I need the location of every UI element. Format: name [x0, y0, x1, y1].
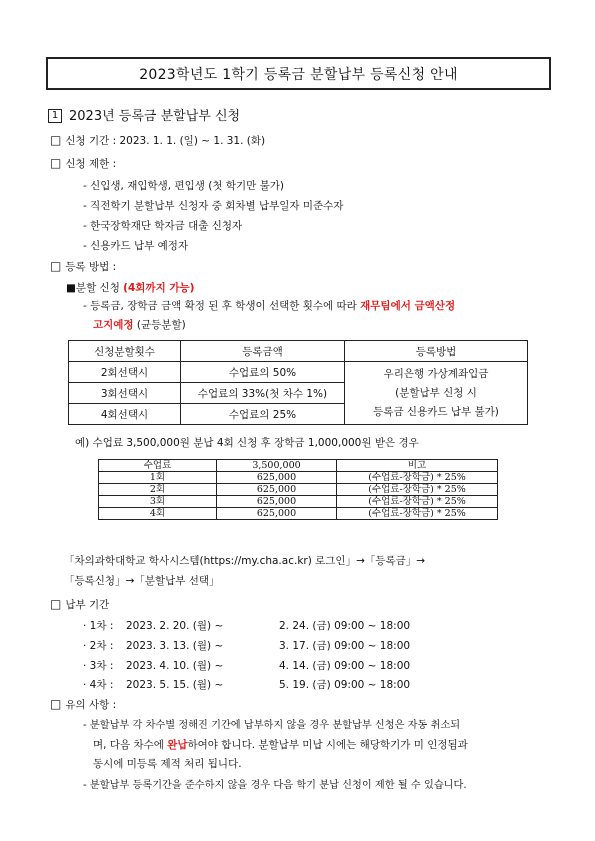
table-cell: (수업료-장학금) * 25% [337, 508, 498, 520]
section-heading [48, 105, 240, 124]
table-cell: (수업료-장학금) * 25% [337, 496, 498, 508]
checkbox-bullet-icon: □ [50, 259, 62, 273]
table-header-row [69, 341, 528, 362]
table-row [99, 484, 498, 496]
notes-heading-text: 유의 사항 : [65, 699, 117, 711]
table-header-cell: 등록방법 [345, 341, 528, 362]
example-text: 예) 수업료 3,500,000원 분납 4회 신청 후 장학금 1,000,000원 받은 경우 [75, 437, 419, 449]
restriction-item: - 한국장학재단 학자금 대출 신청자 [83, 220, 243, 232]
payment-row-label: · 3차 : [83, 660, 114, 672]
payment-row-label: · 1차 : [83, 620, 114, 632]
table-row [99, 508, 498, 520]
navigation-path-line2: 「등록신청」→「분할납부 선택」 [64, 575, 220, 587]
payment-row-from: 2023. 2. 20. (월) ~ [126, 620, 224, 632]
table-cell: 3회선택시 [69, 383, 181, 404]
method-subheading [66, 280, 194, 295]
period-line [50, 133, 265, 148]
example-table [98, 459, 498, 520]
table-cell: 2회 [99, 484, 217, 496]
payment-row [83, 658, 113, 673]
table-cell: 4회선택시 [69, 404, 181, 425]
table-header-cell: 수업료 [99, 460, 217, 472]
table-cell: 수업료의 50% [181, 362, 345, 383]
method-desc-highlight: 재무팀에서 금액산정 [360, 300, 456, 312]
restriction-heading-text: 신청 제한 : [65, 158, 117, 170]
payment-row-to: 4. 14. (금) 09:00 ~ 18:00 [279, 660, 411, 672]
table-header-cell: 등록금액 [181, 341, 345, 362]
notes-line2 [93, 737, 468, 752]
method-desc-line1 [83, 298, 455, 313]
period-text: 신청 기간 : 2023. 1. 1. (일) ~ 1. 31. (화) [65, 135, 266, 147]
payment-row [83, 618, 113, 633]
filled-square-bullet-icon: ■ [66, 282, 76, 294]
table-cell: (수업료-장학금) * 25% [337, 484, 498, 496]
table-cell: 수업료의 25% [181, 404, 345, 425]
table-cell: 1회 [99, 472, 217, 484]
payment-row-to: 2. 24. (금) 09:00 ~ 18:00 [279, 620, 411, 632]
method-desc-text: - 등록금, 장학금 금액 확정 된 후 학생이 선택한 횟수에 따라 [83, 300, 361, 312]
payment-row [83, 677, 113, 692]
table-row [99, 496, 498, 508]
table-header-cell: 3,500,000 [217, 460, 337, 472]
method-desc-text: (균등분할) [133, 319, 186, 331]
payment-heading [50, 597, 109, 612]
payment-row-to: 5. 19. (금) 09:00 ~ 18:00 [279, 679, 411, 691]
method-cell-line: (분할납부 신청 시 [395, 386, 477, 399]
payment-heading-text: 납부 기간 [65, 599, 110, 611]
page-title: 2023학년도 1학기 등록금 분할납부 등록신청 안내 [139, 66, 458, 83]
table-cell: 2회선택시 [69, 362, 181, 383]
payment-row-from: 2023. 5. 15. (월) ~ [126, 679, 224, 691]
method-desc-highlight: 고지예정 [93, 319, 134, 331]
notes-text: 며, 다음 차수에 [93, 739, 168, 751]
table-header-cell: 신청분할횟수 [69, 341, 181, 362]
table-cell: 625,000 [217, 496, 337, 508]
notes-line4: - 분할납부 등록기간을 준수하지 않을 경우 다음 학기 분납 신청이 제한 될 수 있습니다. [83, 780, 467, 791]
table-cell: 625,000 [217, 484, 337, 496]
notes-heading [50, 697, 116, 712]
checkbox-bullet-icon: □ [50, 133, 62, 147]
method-subheading-highlight: (4회까지 가능) [123, 282, 195, 294]
checkbox-bullet-icon: □ [50, 697, 62, 711]
table-cell: 625,000 [217, 508, 337, 520]
section-title: 2023년 등록금 분할납부 신청 [69, 109, 241, 124]
checkbox-bullet-icon: □ [50, 597, 62, 611]
section-number-box: 1 [48, 109, 62, 123]
method-heading [50, 259, 116, 274]
method-subheading-text: 분할 신청 [75, 282, 124, 294]
payment-row-from: 2023. 3. 13. (월) ~ [126, 640, 224, 652]
method-cell-line: 등록금 신용카드 납부 불가) [373, 405, 499, 418]
notes-text: 하여야 합니다. 분할납부 미납 시에는 해당학기가 미 인정됨과 [187, 739, 468, 751]
table-cell: 3회 [99, 496, 217, 508]
notes-line1: - 분할납부 각 차수별 정해진 기간에 납부하지 않을 경우 분할납부 신청은 자동 취소되 [83, 720, 461, 731]
notes-highlight: 완납 [167, 739, 188, 751]
table-cell: 625,000 [217, 472, 337, 484]
method-cell [345, 362, 528, 425]
notes-line3: 동시에 미등록 제적 처리 됩니다. [93, 758, 242, 770]
payment-row-from: 2023. 4. 10. (월) ~ [126, 660, 224, 672]
checkbox-bullet-icon: □ [50, 156, 62, 170]
restriction-item: - 직전학기 분할납부 신청자 중 회차별 납부일자 미준수자 [83, 200, 344, 212]
title-box [46, 57, 551, 90]
restriction-item: - 신입생, 재입학생, 편입생 (첫 학기만 불가) [83, 180, 284, 192]
navigation-path-line1: 「차의과학대학교 학사시스템(https://my.cha.ac.kr) 로그인」→「등록금」→ [64, 555, 426, 567]
method-cell-line: 우리은행 가상계좌입금 [383, 367, 489, 380]
table-cell: 수업료의 33%(첫 차수 1%) [181, 383, 345, 404]
restriction-item: - 신용카드 납부 예정자 [83, 240, 189, 252]
installment-table [68, 340, 528, 425]
table-row [99, 472, 498, 484]
payment-row-label: · 4차 : [83, 679, 114, 691]
table-row [69, 362, 528, 383]
method-heading-text: 등록 방법 : [65, 261, 117, 273]
restriction-heading [50, 156, 116, 171]
table-cell: 4회 [99, 508, 217, 520]
payment-row [83, 638, 113, 653]
table-header-row [99, 460, 498, 472]
payment-row-label: · 2차 : [83, 640, 114, 652]
table-cell: (수업료-장학금) * 25% [337, 472, 498, 484]
method-desc-line2 [93, 317, 186, 332]
payment-row-to: 3. 17. (금) 09:00 ~ 18:00 [279, 640, 411, 652]
table-header-cell: 비고 [337, 460, 498, 472]
